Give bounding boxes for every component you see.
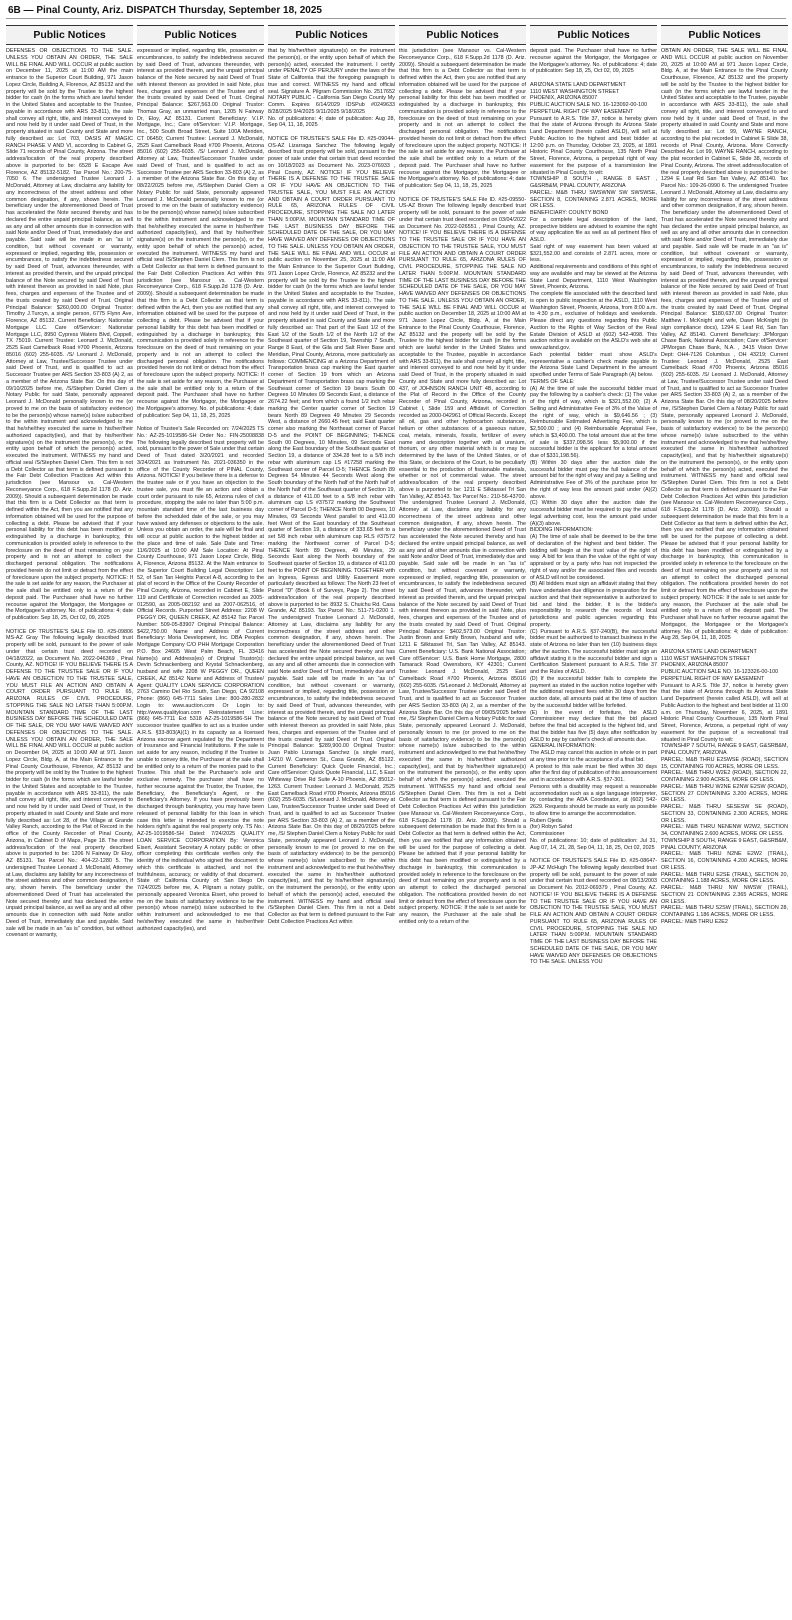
column-5 — [530, 25, 657, 1615]
section-header: Public Notices — [6, 25, 133, 45]
column-2 — [137, 25, 264, 1615]
notice-text: OBTAIN AN ORDER, THE SALE WILL BE FINAL AND WILL OCCUR at public auction on November 20, 2025 at 10:00 AM at 971 Jason Lopez Circle, Bldg. A, at the Main Entrance to the Pinal County Courthouse, Florence, AZ 85132 and the property will be sold by the Trustee to the highest bidder for cash (in the forms which are lawful tender in the United States and acceptable to the Trustee, payable in accordance with ARS 33-811), the sale shall convey all right, title, and interest conveyed to and now held by it under said Deed of Trust, in the property situated in said County and State and more fully described as: Lot 99, WAYNE RANCH, according to the plat recorded in Cabinet E Slide 38, records of Pinal County, Arizona. More Correctly Described As: Lot 99, WAYNE RANCH, according to the plat recorded in Cabinet E, Slide 38, records of Pinal County, Arizona. The street address/location of the real property described above is purported to be: 1294 E Leaf Rd San Tan Valley, AZ 85140. Tax Parcel No.: 109-26-0990 6. The undersigned Trustee Leonard J. McDonald, Attorney at Law, disclaims any liability for any incorrectness of the street address and other common designation, if any, shown herein. The beneficiary under the aforementioned Deed of Trust has accelerated the Note secured thereby and has declared the entire unpaid principal balance, as well as any and all other amounts due in connection with said Note and/or Deed of Trust, immediately due and payable. Said sale will be made in an "as is" condition, but without covenant or warranty, expressed or implied, regarding title, possession or encumbrances, to satisfy the indebtedness secured by said Deed of Trust, advances thereunder, with interest as provided therein, and the unpaid principal balance of the Note secured by said Deed of Trust with interest thereon as provided in said Note, plus fees, charges and expenses of the Trustee and of the trusts created by said Deed of Trust. Original Principal Balance: $180,637.00 Original Trustor: Matthew I. McKnight and wife, Dawn McKnight (to sign compliance docs), 1294 E Leaf Rd, San Tan Valley, AZ 85140. Current Beneficiary: JPMorgan Chase Bank, National Association; Care of/Servicer: JPMorgan Chase Bank, N.A. , 3415 Vision Drive Dept: OH4-7126 Columbus , OH 43219; Current Trustee: Leonard J. McDonald, 2525 East Camelback Road #700 Phoenix, Arizona 85016 (602) 255-6035. /S/ Leonard J. McDonald, Attorney at Law, Trustee/Successor Trustee under said Deed of Trust, and is qualified to act as Successor Trustee per ARS Section 33-803 (A) 2, as a member of the Arizona State Bar. On this day of 08/20/2025 before me, /S/Stephen Daniel Clem a Notary Public for said State, personally appeared Leonard J. McDonald, personally known to me (or proved to me on the basis of satisfactory evidence) to be the person(s) whose name(s) is/are subscribed to the within instrument and acknowledged to me that he/she/they executed the same in his/her/their authorized capacity(ies), and that by his/her/their signature(s) on the instrument the person(s), or the entity upon behalf of which the person(s) acted, executed the instrument. WITNESS my hand and official seal /S/Stephen Daniel Clem. This firm is not a Debt Collector as that term is defined pursuant to the Fair Debt Collection Practices Act within this jurisdiction (see Mansour vs. Cal-Western Reconveyance Corp., 618 F.Supp.2d 1178 (D. Ariz. 2009)). Should a subsequent determination be made that this firm is a Debt Collector as that term is defined within the Act, then you are notified that any information obtained will be used for the purpose of collecting a debt. Please be advised that if your personal liability for this debt has been modified or extinguished by a discharge in bankruptcy, this communication is provided solely in reference to the foreclosure on the deed of trust remaining on your property and is not an attempt to collect the discharged personal obligation. The notifications provided herein do not limit or detract from the effect of foreclosure upon the subject property. NOTICE: If the sale is set aside for any reason, the Purchaser at the sale shall be entitled only to a return of the deposit paid. The Purchaser shall have no further recourse against the Mortgagor, the Mortgagee or the Mortgagee's attorney. No. of publications: 4; date of publication: Aug 28, Sep 04, 11, 18, 2025 ARIZONA STATE LAND DEPARTMENT 1110 WEST WASHINGTON STREET PHOENIX, ARIZONA 85007 PUBLIC AUCTION SALE NO. 16-123326-00-100 PERPETUAL RIGHT OF WAY EASEMENT Pursuant to A.R.S. Title 37, notice is hereby given that the state of Arizona through its Arizona State Land Department (herein called ASLD), will sell at Public Auction to the highest and best bidder at 11:00 a.m. on Thursday, November 6, 2025, at 1891 Historic Pinal County Courthouse, 135 North Pinal Street, Florence, Arizona, a perpetual right of way easement for the purpose of a recreational trail situated in Pinal County to wit: TOWNSHIP 7 SOUTH, RANGE 9 EAST, G&SRB&M, PINAL COUNTY, ARIZONA PARCEL: M&B THRU E2SWSE (ROAD), SECTION 15, CONTAINING 700 ACRES, MORE OR LESS. PARCEL: M&B THRU W2E2 (ROAD), SECTION 22, CONTAINING 2.900 ACRES, MORE OR LESS. PARCEL: M&B THRU W2NE E2NW E2SW (ROAD), SECTION 27 CONTAINING 3.200 ACRES, MORE OR LESS. PARCEL: M&B THRU SESESW SE (ROAD), SECTION 33, CONTAINING 2.300 ACRES, MORE OR LESS. PARCEL: M&B THRU NENENW W2W2, SECTION 34, CONTAINING 2.600 ACRES, MORE OR LESS. TOWNSHIP 8 SOUTH, RANGE 9 EAST, G&SRB&M, PINAL COUNTY, ARIZONA PARCEL: M&B THRU N2NE E2W2 (TRAIL), SECTION 16, CONTAINING 4.200 ACRES, MORE OR LESS. PARCEL: M&B THRU E2SE (TRAIL), SECTION 20, CONTAINING 1.188 ACRES, MORE OR LESS. PARCEL: M&B THRU NW NWSW (TRAIL), SECTION 21 CONTAINING 2.365 ACRES, MORE OR LESS. PARCEL: M&B THRU S2SW (TRAIL), SECTION 28, CONTAINING 1.186 ACRES, MORE OR LESS. PARCEL: M&B THRU E2E2 — [661, 48, 788, 925]
section-header: Public Notices — [661, 25, 788, 45]
notice-columns — [6, 25, 786, 1615]
column-6 — [661, 25, 788, 1615]
notice-text: DEFENSES OR OBJECTIONS TO THE SALE. UNLESS YOU OBTAIN AN ORDER, THE SALE WILL BE FINAL AND WILL OCCUR at public auction on December 11, 2025 at 11:00 AM the main entrance to the Superior Court Building, 971 Jason Lopez Circle, Building A, Florence, AZ 85132 and the property will be sold by the Trustee to the highest bidder for cash (in the forms which are lawful tender in the United States and acceptable to the Trustee, payable in accordance with ARS 33-811), the sale shall convey all right, title, and interest conveyed to and now held by it under said Deed of Trust, in the property situated in said County and State and more fully described as: Lot 703, OASIS AT MAGIC RANCH PHASE V AND VI, according to Cabinet G, Slide 71 records of Pinal County, Arizona. The street address/location of the real property described above is purported to be: 6528 E Escape Ave Florence, AZ 85132-5182. Tax Parcel No.: 200-75-7050 6. The undersigned Trustee Leonard J. McDonald, Attorney at Law, disclaims any liability for any incorrectness of the street address and other common designation, if any, shown herein. The beneficiary under the aforementioned Deed of Trust has accelerated the Note secured thereby and has declared the entire unpaid principal balance, as well as any and all other amounts due in connection with said Note and/or Deed of Trust, immediately due and payable. Said sale will be made in an "as is" condition, but without covenant or warranty, expressed or implied, regarding title, possession or encumbrances, to satisfy the indebtedness secured by said Deed of Trust, advances thereunder, with interest as provided therein, and the unpaid principal balance of the Note secured by said Deed of Trust with interest thereon as provided in said Note, plus fees, charges and expenses of the Trustee and of the trusts created by said Deed of Trust. Original Principal Balance: $260,000.00 Original Trustor: Timothy J.Turcyn, a single person, 6775 Flynn Ave, Florence, AZ 85132. Current Beneficiary: Nationstar Mortgage LLC. Care of/Servicer: Nationstar Mortgage LLC, 8950 Cypress Waters Blvd, Coppell, TX 75019. Current Trustee: Leonard J. McDonald, 2525 East Camelback Road #700 Phoenix, Arizona 85016 (602) 255-6035. /S/ Leonard J. McDonald, Attorney at Law, Trustee/Successor Trustee under said Deed of Trust, and is qualified to act as Successor Trustee per ARS Section 33-803 (A) 2, as a member of the Arizona State Bar. On this day of 09/10/2025 before me, /S/Stephen Daniel Clem a Notary Public for said State, personally appeared Leonard J. McDonald personally known to me (or proved to me on the basis of satisfactory evidence) to be the person(s) whose name(s) is/are subscribed to the within instrument and acknowledged to me that he/she/they executed the same in his/her/their authorized capacity(ies), and that by his/her/their signature(s) on the instrument the person(s), or the entity upon behalf of which the person(s) acted, executed the instrument. WITNESS my hand and official seal /S/Stephen Daniel Clem. This firm is not a Debt Collector as that term is defined pursuant to the Fair Debt Collection Practices Act within this jurisdiction (see Mansour vs. Cal-Western Reconveyance Corp., 618 F.Supp.2d 1178 (D. Ariz. 2009)). Should a subsequent determination be made that this firm is a Debt Collector as that term is defined within the Act, then you are notified that any information obtained will be used for the purpose of collecting a debt. Please be advised that if your personal liability for this debt has been modified or extinguished by a discharge in bankruptcy, this communication is provided solely in reference to the foreclosure on the deed of trust remaining on your property and is not an attempt to collect the discharged personal obligation. The notifications provided herein do not limit or detract from the effect of foreclosure upon the subject property. NOTICE: If the sale is set aside for any reason, the Purchaser at the sale shall be entitled only to a return of the deposit paid. The Purchaser shall have no further recourse against the Mortgagor, the Mortgagee or the Mortgagee's attorney. No. of publications: 4; date of publication: Sep 18, 25, Oct 02, 09, 2025 NOTICE OF TRUSTEE'S SALE File ID. #25-09806 MS-AZ Gray The following legally described trust property will be sold, pursuant to the power of sale under that certain trust deed recorded on 04/18/2022, as Document No. 2022-046369 , Pinal County, AZ. NOTICE! IF YOU BELIEVE THERE IS A DEFENSE TO THE TRUSTEE SALE OR IF YOU HAVE AN OBJECTION TO THE TRUSTEE SALE, YOU MUST FILE AN ACTION AND OBTAIN A COURT ORDER PURSUANT TO RULE 65, ARIZONA RULES OF CIVIL PROCEDURE, STOPPING THE SALE NO LATER THAN 5:00P.M. MOUNTAIN STANDARD TIME OF THE LAST BUSINESS DAY BEFORE THE SCHEDULED DATE OF THE SALE, OR YOU MAY HAVE WAIVED ANY DEFENSES OR OBJECTIONS TO THE SALE. UNLESS YOU OBTAIN AN ORDER, THE SALE WILL BE FINAL AND WILL OCCUR at public auction on December 04, 2025 at 10:00 AM at 971 Jason Lopez Circle, Bldg. A, at the Main Entrance to the Pinal County Courthouse, Florence, AZ 85132 and the property will be sold by the Trustee to the highest bidder for cash (in the forms which are lawful tender in the United States and acceptable to the Trustee, payable in accordance with ARS 33-811), the sale shall convey all right, title, and interest conveyed to and now held by it under said Deed of Trust, in the property situated in said County and State and more fully described as: Lot 28, of the Village at Grande Valley Ranch, according to the Plat of Record in the office of the County Recorder of Pinal County, Arizona, in Cabinet D of Maps, Page 18. The street address/location of the real property described above is purported to be: 1206 N Fairway Dr Eloy, AZ 85131. Tax Parcel No.: 404-22-1280 5. The undersigned Trustee Leonard J. McDonald, Attorney at Law, disclaims any liability for any incorrectness of the street address and other common designation, if any, shown herein. The beneficiary under the aforementioned Deed of Trust has accelerated the Note secured thereby and has declared the entire unpaid principal balance, as well as any and all other amounts due in connection with said Note and/or Deed of Trust, immediately due and payable. Said sale will be made in an "as is" condition, but without covenant or warranty, — [6, 48, 133, 939]
section-header: Public Notices — [399, 25, 526, 45]
section-header: Public Notices — [137, 25, 264, 45]
notice-text: expressed or implied, regarding title, possession or encumbrances, to satisfy the indebtedness secured by said Deed of Trust, advances thereunder, with interest as provided therein, and the unpaid principal balance of the Note secured by said Deed of Trust with interest thereon as provided in said Note, plus fees, charges and expenses of the Trustee and of the trusts created by said Deed of Trust. Original Principal Balance: $267,563.00 Original Trustor: Thomas Gray, an unmarried man, 1205 N Fairway Dr, Eloy, AZ 85131. Current Beneficiary: V.I.P. Mortgage, Inc.; Care of/Servicer: V.I.P. Mortgage, Inc., 500 South Broad Street, Suite 100A Meriden, CT 06450; Current Trustee: Leonard J. McDonald, 2525 East Camelback Road #700 Phoenix, Arizona 85016 (602) 255-6035. /S/ Leonard J. McDonald, Attorney at Law, Trustee/Successor Trustee under said Deed of Trust, and is qualified to act as Successor Trustee per ARS Section 33-803 (A) 2, as a member of the Arizona State Bar. On this day of 08/22/2025 before me, /S/Stephen Daniel Clem a Notary Public for said State, personally appeared Leonard J. McDonald personally known to me (or proved to me on the basis of satisfactory evidence) to be the person(s) whose name(s) is/are subscribed to the within instrument and acknowledged to me that he/she/they executed the same in his/her/their authorized capacity(ies), and that by his/her/their signature(s) on the instrument the person(s), or the entity upon behalf of which the person(s) acted, executed the instrument. WITNESS my hand and official seal /S/Stephen Daniel Clem. This firm is not a Debt Collector as that term is defined pursuant to the Fair Debt Collection Practices Act within this jurisdiction (see Mansour vs. Cal-Western Reconveyance Corp., 618 F.Supp.2d 1178 (D. Ariz. 2009)). Should a subsequent determination be made that this firm is a Debt Collector as that term is defined within the Act, then you are notified that any information obtained will be used for the purpose of collecting a debt. Please be advised that if your personal liability for this debt has been modified or extinguished by a discharge in bankruptcy, this communication is provided solely in reference to the foreclosure on the deed of trust remaining on your property and is not an attempt to collect the discharged personal obligation. The notifications provided herein do not limit or detract from the effect of foreclosure upon the subject property. NOTICE: If the sale is set aside for any reason, the Purchaser at the sale shall be entitled only to a return of the deposit paid. The Purchaser shall have no further recourse against the Mortgagor, the Mortgagee or the Mortgagee's attorney. No. of publications: 4; date of publication: Sep 04, 11, 18, 25, 2025 Notice of Trustee's Sale Recorded on: 7/24/2025 TS No.: AZ-25-1019586-SH Order No.: FIN-25008838 The following legally described trust property will be sold, pursuant to the power of Sale under that certain Deed of Trust dated 3/20/2021 and recorded 3/24/2021 as Instrument No. 2021-036350 in the office of the County Recorder of PINAL County, Arizona. NOTICE! If you believe there is a defense to the trustee sale or if you have an objection to the trustee sale, you must file an action and obtain a court order pursuant to rule 65, Arizona rules of civil procedure, stopping the sale no later than 5:00 p.m. mountain standard time of the last business day before the scheduled date of the sale, or you may have waived any defenses or objections to the sale. Unless you obtain an order, the sale will be final and will occur at public auction to the highest bidder at the place and time of sale. Sale Date and Time: 11/6/2025 at 10:00 AM Sale Location: At Pinal County Courthouse, 971 Jason Lopez Circle, Bldg. A, Florence, Arizona 85132. At the Main entrance to the Superior Court Building Legal Description: Lot 52, of San Tan Heights Parcel A-8, according to the plat of record in the Office of the County Recorder of Pinal County, Arizona, recorded in Cabinet E, Slide 119 and Certificate of Correction recorded as 2005-012590, as 2005-082192 and as 2007-062516, of Official Records. Purported Street Address: 2208 W PEGGY DR, QUEEN CREEK, AZ 85142 Tax Parcel Number: 509-05-83907 Original Principal Balance: $422,750.00 Name and Address of Current Beneficiary: Moria Development, Inc. DBA Peoples Mortgage Company C/O PHH Mortgage Corporation P.O. Box 24605 West Palm Beach, FL 33416 Name(s) and Address(es) of Original Trustor(s): Devin Schnackenberg and Krystal Schnackenberg, husband and wife 2208 W PEGGY DR., QUEEN CREEK, AZ 85142 Name and Address of Trustee/ Agent: QUALITY LOAN SERVICE CORPORATION 2763 Camino Del Rio South, San Diego, CA 92108 Phone: (866) 645-7711 Sales Line: 800-280-2832 Login to: www.auction.com Or Login to: http://www.qualityloan.com Reinstatement Line: (866) 645-7711 Ext 5318 AZ-25-1019586-SH The successor trustee qualifies to act as a trustee under A.R.S. §33-803(A)(1) in its capacity as a licensed Arizona escrow agent regulated by the Department of Insurance and Financial Institutions. If the sale is set aside for any reason, including if the Trustee is unable to convey title, the Purchaser at the sale shall be entitled only to a return of the monies paid to the Trustee. This shall be the Purchaser's sole and exclusive remedy. The purchaser shall have no further recourse against the Trustor, the Trustee, the Beneficiary, the Beneficiary's Agent, or the Beneficiary's Attorney. If you have previously been discharged through bankruptcy, you may have been released of personal liability for this loan in which case this letter is intended to exercise the note holders right's against the real property only. TS No.: AZ-25-1019586-SH Dated: 7/24/2025 QUALITY LOAN SERVICE CORPORATION By: Veronica Eisert, Assistant Secretary A notary public or other officer completing this certificate verifies only the identity of the individual who signed the document to which this certificate is attached, and not the truthfulness, accuracy, or validity of that document. State of: California County of: San Diego On 7/24/2025 before me, A. Pilgram a notary public, personally appeared Veronica Eisert, who proved to me on the basis of satisfactory evidence to be the person(s) whose name(s) is/are subscribed to the within instrument and acknowledged to me that he/she/they executed the same in his/her/their authorized capacity(ies), and — [137, 48, 264, 932]
column-4 — [399, 25, 526, 1615]
notice-text: that by his/her/their signature(s) on the instrument the person(s), or the entity upon behalf of which the person(s) acted, executed the instrument. I certify under PENALTY OF PERJURY under the laws of the State of California that the foregoing paragraph is true and correct. WITNESS my hand and official seal. Signature A. Pilgram Commission No. 2517652 NOTARY PUBLIC - California San Diego County My Comm. Expires 6/14/2029 IDSPub #0249633 8/28/2025 9/4/2025 9/11/2025 9/18/2025 No. of publications: 4; date of publication: Aug 28, Sep 04, 11, 18, 2025 NOTICE OF TRUSTEE'S SALE File ID. #25-09044-OS-AZ Lizarraga Sanchez The following legally described trust property will be sold, pursuant to the power of sale under that certain trust deed recorded on 10/18/2023 as Document No. 2023-076933 , Pinal County, AZ. NOTICE! IF YOU BELIEVE THERE IS A DEFENSE TO THE TRUSTEE SALE OR IF YOU HAVE AN OBJECTION TO THE TRUSTEE SALE, YOU MUST FILE AN ACTION AND OBTAIN A COURT ORDER PURSUANT TO RULE 65, ARIZONA RULES OF CIVIL PROCEDURE, STOPPING THE SALE NO LATER THAN 5:00P.M. MOUNTAIN STANDARD TIME OF THE LAST BUSINESS DAY BEFORE THE SCHEDULED DATE OF THE SALE, OR YOU MAY HAVE WAIVED ANY DEFENSES OR OBJECTIONS TO THE SALE. UNLESS YOU OBTAIN AN ORDER, THE SALE WILL BE FINAL AND WILL OCCUR at public auction on November 25, 2025 at 11:00 AM the Main Entrance to the Superior Court Building, 971 Jason Lopez Circle, Florence, AZ 85232 and the property will be sold by the Trustee to the highest bidder for cash (in the forms which are lawful tender in the United States and acceptable to the Trustee, payable in accordance with ARS 33-811). The sale shall convey all right, title, and interest conveyed to and now held by it under said Deed of Trust, in the property situated in said County and State and more fully described as: That part of the East 1/2 of the East 1/2 of the South 1/2 of the North 1/2 of the Southeast quarter of Section 19, Township 7 South, Range 8 East, of the Gila and Salt River Base and Meridian, Pinal County, Arizona, more particularly as follows: COMMENCING at a Arizona Department of Transportation brass cap marking the East quarter corner of Section 19 from which an Arizona Department of Transportation brass cap marking the Southeast corner of Section 19 bears South 00 Degrees 10 Minutes 09 Seconds East, a distance of 2674.22 feet; and from which a found 1/2 inch rebar marking the Center quarter corner of Section 19 bears North 89 Degrees 49 Minutes 29 Seconds West, a distance of 2660.45 feet; said East quarter corner also marking the Northeast corner of Parcel D-5 and the POINT OF BEGINNING; THENCE South 00 Degrees, 10 Minutes, 09 Seconds East along the East boundary of the Southeast quarter of Section 19, a distance of 334.28 feet to a 5/8 inch rebar with aluminum cap LS #17258 marking the Southeast corner of Parcel D-5; THENCE South 89 Degrees 54 Minutes 44 Seconds West along the South boundary of the North half of the North half of the North half of the Southeast quarter of Section 19, a distance of 411.00 feet to a 5/8 inch rebar with aluminum cap LS #37572 marking the Southwest corner of Parcel D-5; THENCE North 00 Degrees, 10 Minutes, 09 Seconds West parallel to and 411.00 feet West of the East boundary of the Southeast quarter of Section 19, a distance of 333.65 feet to a set 5/8 inch rebar with aluminum cap RLS #37572 marking the Northwest corner of Parcel D-5; THENCE North 89 Degrees, 49 Minutes, 29 Seconds East along the North boundary of the Southeast quarter of Section 19, a distance of 411.00 feet to the POINT OF BEGINNING. TOGETHER with an Ingress, Egress and Utility Easement more particularly described as follows: The North 23 feet of Parcel "D" (Book 6 of Surveys, Page 2). The street address/location of the real property described above is purported to be: 8932 S. Chuichu Rd. Casa Grande, AZ 85193. Tax Parcel No.: 511-71-0200 1. The undersigned Trustee Leonard J. McDonald, Attorney at Law, disclaims any liability for any incorrectness of the street address and other common designation, if any, shown herein. The beneficiary under the aforementioned Deed of Trust has accelerated the Note secured thereby and has declared the entire unpaid principal balance, as well as any and all other amounts due in connection with said Note and/or Deed of Trust, immediately due and payable. Said sale will be made in an "as is" condition, but without covenant or warranty, expressed or implied, regarding title, possession or encumbrances, to satisfy the indebtedness secured by said Deed of Trust, advances thereunder, with interest as provided therein, and the unpaid principal balance of the Note secured by said Deed of Trust with interest thereon as provided in said Note, plus fees, charges and expenses of the Trustee and of the trusts created by said Deed of Trust. Original Principal Balance: $289,900.00 Original Trustor: Juan Pablo Lizarraga Sanchez (a single man), 14210 W. Cameron St., Casa Grande, AZ 85122. Current Beneficiary: Quick Quote Financial, Inc.; Care of/Servicer: Quick Quote Financial, LLC, 5 East Whiteway Drive Rd Suite A-10 Phoenix, AZ 85012-1263. Current Trustee: Leonard J. McDonald, 2525 East Camelback Road #700 Phoenix, Arizona 85016 (602) 255-6035. /S/Leonard J. McDonald, Attorney at Law, Trustee/Successor Trustee under said Deed of Trust, and is qualified to act as Successor Trustee per ARS Section 33-803 (A) 2, as a member of the Arizona State Bar. On this day of 08/20/2025 before me, /S/ Stephen Daniel Clem a Notary Public for said State, personally appeared Leonard J. McDonald, personally known to me (or proved to me on the basis of satisfactory evidence) to be the person(s) whose name(s) is/are subscribed to the within instrument and acknowledged to me that he/she/they executed the same in his/her/their authorized capacity(ies), and that by his/her/their signature(s) on the instrument the person(s), or the entity upon behalf of which the person(s) acted, executed the instrument. WITNESS my hand and official seal /S/Stephen Daniel Clem. This firm is not a Debt Collector as that term is defined pursuant to the Fair Debt Collection Practices Act within — [268, 48, 395, 925]
section-header: Public Notices — [530, 25, 657, 45]
section-header: Public Notices — [268, 25, 395, 45]
notice-text: this jurisdiction (see Mansour vs. Cal-Western Reconveyance Corp., 618 F.Supp.2d 1178 (D. Ariz. 2009)). Should a subsequent determination be made that this firm is a Debt Collector as that term is defined within the Act, then you are notified that any information obtained will be used for the purpose of collecting a debt. Please be advised that if your personal liability for this debt has been modified or extinguished by a discharge in bankruptcy, this communication is provided solely in reference to the foreclosure on the deed of trust remaining on your property and is not an attempt to collect the discharged personal obligation. The notifications provided herein do not limit or detract from the effect of foreclosure upon the subject property. NOTICE: If the sale is set aside for any reason, the Purchaser at the sale shall be entitled only to a return of the deposit paid. The Purchaser shall have no further recourse against the Mortgagor, the Mortgagee or the Mortgagee's attorney. No. of publications: 4; date of publication: Sep 04, 11, 18, 25, 2025 NOTICE OF TRUSTEE'S SALE File ID. #25-09550-US-AZ Brown The following legally described trust property will be sold, pursuant to the power of sale under that certain trust deed recorded on 03/04/2022 as Document No. 2022-026551 , Pinal County, AZ. NOTICE! IF YOU BELIEVE THERE IS A DEFENSE TO THE TRUSTEE SALE OR IF YOU HAVE AN OBJECTION TO THE TRUSTEE SALE, YOU MUST FILE AN ACTION AND OBTAIN A COURT ORDER PURSUANT TO RULE 65, ARIZONA RULES OF CIVIL PROCEDURE, STOPPING THE SALE NO LATER THAN 5:00P.M. MOUNTAIN STANDARD TIME OF THE LAST BUSINESS DAY BEFORE THE SCHEDULED DATE OF THE SALE, OR YOU MAY HAVE WAIVED ANY DEFENSES OR OBJECTIONS TO THE SALE. UNLESS YOU OBTAIN AN ORDER, THE SALE WILL BE FINAL AND WILL OCCUR at public auction on December 18, 2025 at 10:00 AM at 971 Jason Lopez Circle, Bldg. A, at the Main Entrance to the Pinal County Courthouse, Florence, AZ 85132 and the property will be sold by the Trustee to the highest bidder for cash (in the forms which are lawful tender in the United States and acceptable to the Trustee, payable in accordance with ARS 33-811), the sale shall convey all right, title, and interest conveyed to and now held by it under said Deed of Trust, in the property situated in said County and State and more fully described as: Lot 437, of JOHNSON RANCH UNIT 4B, according to the Plat of Record in the Office of the County Recorder of Pinal County, Arizona, recorded in Cabinet I, Slide 159 and Affidavit of Correction recorded as 2000-042961 of Official Records. Except all oil, gas and other hydrocarbon substances, helium or other substances of a gaseous nature, coal, metals, minerals, fossils, fertilizer of every name and description together with all uranium, thorium, or any other material which is or may be determined by the laws of the United States, or of this State, or decisions of the Court, to be peculiarly essential to the production of fissionable materials, whether or not of commercial value. The street address/location of the real property described above is purported to be: 1211 E Silktassel Trl San Tan Valley, AZ 85143. Tax Parcel No.: 210-56-43700. The undersigned Trustee Leonard J. McDonald, Attorney at Law, disclaims any liability for any incorrectness of the street address and other common designation, if any, shown herein. The beneficiary under the aforementioned Deed of Trust has accelerated the Note secured thereby and has declared the entire unpaid principal balance, as well as any and all other amounts due in connection with said Note and/or Deed of Trust, immediately due and payable. Said sale will be made in an "as is" condition, but without covenant or warranty, expressed or implied, regarding title, possession or encumbrances, to satisfy the indebtedness secured by said Deed of Trust, advances thereunder, with interest as provided therein, and the unpaid principal balance of the Note secured by said Deed of Trust with interest thereon as provided in said Note, plus fees, charges and expenses of the Trustee and of the trusts created by said Deed of Trust. Original Principal Balance: $402,573.00 Original Trustor: Justin Brown and Emily Brown, husband and wife, 1211 E Silktassel Trl, San Tan Valley, AZ 85143. Current Beneficiary: U.S. Bank National Association; Care of/Servicer: U.S. Bank Home Mortgage, 2800 Tamarack Road Owensboro, KY 42301; Current Trustee: Leonard J. McDonald, 2525 East Camelback Road #700 Phoenix, Arizona 85016 (602) 255-6035. /S/Leonard J. McDonald, Attorney at Law, Trustee/Successor Trustee under said Deed of Trust, and is qualified to act as Successor Trustee per ARS Section 33-803 (A) 2, as a member of the Arizona State Bar. On this day of 09/05/2025 before me, /S/ Stephen Daniel Clem a Notary Public for said State, personally appeared Leonard J. McDonald, personally known to me (or proved to me on the basis of satisfactory evidence) to be the person(s) whose name(s) is/are subscribed to the within instrument and acknowledged to me that he/she/they executed the same in his/her/their authorized capacity(ies), and that by his/her/their signature(s) on the instrument the person(s), or the entity upon behalf of which the person(s) acted, executed the instrument. WITNESS my hand and official seal /S/Stephen Daniel Clem. This firm is not a Debt Collector as that term is defined pursuant to the Fair Debt Collection Practices Act within this jurisdiction (see Mansour vs. Cal-Western Reconveyance Corp., 618 F.Supp.2d 1178 (D. Ariz. 2009)). Should a subsequent determination be made that this firm is a Debt Collector as that term is defined within the Act, then you are notified that any information obtained will be used for the purpose of collecting a debt. Please be advised that if your personal liability for this debt has been modified or extinguished by a discharge in bankruptcy, this communication is provided solely in reference to the foreclosure on the deed of trust remaining on your property and is not an attempt to collect the discharged personal obligation. The notifications provided herein do not limit or detract from the effect of foreclosure upon the subject property. NOTICE: If the sale is set aside for any reason, the Purchaser at the sale shall be entitled only to a return of the — [399, 48, 526, 925]
column-1 — [6, 25, 133, 1615]
notice-text: deposit paid. The Purchaser shall have no further recourse against the Mortgagor, the Mortgagee or the Mortgagee's attorney. No. of publications: 4; date of publication: Sep 18, 25, Oct 02, 09, 2025 ARIZONA STATE LAND DEPARTMENT 1110 WEST WASHINGTON STREET PHOENIX, ARIZONA 85007 PUBLIC AUCTION SALE NO. 16-123092-00-100 PERPETUAL RIGHT OF WAY EASEMENT Pursuant to A.R.S. Title 37, notice is hereby given that the state of Arizona through its Arizona State Land Department (herein called ASLD), will sell at Public Auction to the highest and best bidder at 12:00 p.m. on Thursday, October 23, 2025, at 1891 Historic Pinal County Courthouse, 135 North Pinal Street, Florence, Arizona, a perpetual right of way easement for the purpose of a transmission line situated in Pinal County, to wit: TOWNSHIP 8 SOUTH , RANGE 8 EAST , G&SRB&M, PINAL COUNTY, ARIZONA PARCEL: M&B THRU SWSWNW SW SWSWSE, SECTION 8, CONTAINING 2.871 ACRES, MORE OR LESS. BENEFICIARY: COUNTY BOND For a complete legal description of the land, prospective bidders are advised to examine the right of way application file as well as all pertinent files of ASLD. Said right of way easement has been valued at $321,552.00 and consists of 2.871 acres, more or less. Additional requirements and conditions of this right of way are available and may be viewed at the Arizona State Land Department, 1110 West Washington Street, Phoenix, Arizona. The complete file associated with the described land is open to public inspection at the ASLD, 1110 West Washington Street, Phoenix, Arizona, from 8:00 a.m. to 4:30 p.m., exclusive of holidays and weekends. Please direct any questions regarding this Public Auction to the Rights of Way Section of the Real Estate Division of ASLD at (602) 542-4098. This auction notice is available on the ASLD's web site at www.azland.gov. Each potential bidder must show ASLD's representative a cashier's check made payable to the Arizona State Land Department in the amount specified under Terms of Sale Paragraph (A) below. TERMS OF SALE: (A) At the time of sale the successful bidder must pay the following by a cashier's check: (1) The value of the right of way, which is $321,552.00; (2) A Selling and Administrative Fee of 3% of the Value of the right of way, which is $9,646.56 ; (3) Reimbursable Estimated Advertising Fee, which is $2,500.00 ; and (4) Reimbursable Appraisal Fee, which is $3,400.00. The total amount due at the time of sale is $337,098.56 less $5,900.00 if the successful bidder is the applicant for a total amount due of $331,198.56). (B) Within 30 days after the auction date the successful bidder must pay the full balance of the amount bid for the right of way and pay a Selling and Administrative Fee of 3% of the purchase price for the right of way less the amount paid under (A)(2) above. (C) Within 30 days after the auction date the successful bidder must be required to pay the actual legal advertising cost, less the amount paid under (A)(3) above. BIDDING INFORMATION: (A) The time of sale shall be deemed to be the time of declaration of the highest and best bidder. The bidding will begin at the trust value of the right of way. A bid for less than the value of the right of way appraised or by a party who has not inspected the right of way and/or the associated files and records of ASLD will not be considered. (B) All bidders must sign an affidavit stating that they have undertaken due diligence in preparation for the auction and that their representative is authorized to bid and bind the bidder. It is the bidder's responsibility to research the records of local jurisdictions and public agencies regarding this property. (C) Pursuant to A.R.S. §37-240(B), the successful bidder must be authorized to transact business in the state of Arizona no later than ten (10) business days after the auction. The successful bidder must sign an affidavit stating it is the successful bidder and sign a Certification Statement pursuant to A.R.S. Title 37 and the Rules of ASLD. (D) If the successful bidder fails to complete the payment as stated in the auction notice together with the additional required fees within 30 days from the auction date, all amounts paid at the time of auction by the successful bidder will be forfeited. (E) In the event of forfeiture, the ASLD Commissioner may declare that the bid placed before the final bid accepted is the highest bid, and that the bidder has five (5) days after notification by ASLD to pay by cashier's check all amounts due. GENERAL INFORMATION: The ASLD may cancel this auction in whole or in part at any time prior to the acceptance of a final bid. A protest to this sale must be filed within 30 days after the first day of publication of this announcement and in accordance with A.R.S. §37-301. Persons with a disability may request a reasonable accommodation such as a sign language interpreter, by contacting the ADA Coordinator, at (602) 542-2629. Requests should be made as early as possible to allow time to arrange the accommodation. Ruben Ojeda (for) Robyn Sahid Commissioner No. of publications: 10; date of publication: Jul 31, Aug 07, 14, 21, 28, Sep 04, 11, 18, 25, Oct 02, 2025 NOTICE OF TRUSTEE'S SALE File ID. #25-08647-JP-AZ McHugh The following legally described trust property will be sold, pursuant to the power of sale under that certain trust deed recorded on 08/13/2003 as Document No. 2012-069379 , Pinal County, AZ. NOTICE! IF YOU BELIEVE THERE IS A DEFENSE TO THE TRUSTEE SALE OR IF YOU HAVE AN OBJECTION TO THE TRUSTEE SALE, YOU MUST FILE AN ACTION AND OBTAIN A COURT ORDER PURSUANT TO RULE 65, ARIZONA RULES OF CIVIL PROCEDURE, STOPPING THE SALE NO LATER THAN 5:00P.M. MOUNTAIN STANDARD TIME OF THE LAST BUSINESS DAY BEFORE THE SCHEDULED DATE OF THE SALE, OR YOU MAY HAVE WAIVED ANY DEFENSES OR OBJECTIONS TO THE SALE. UNLESS YOU — [530, 48, 657, 966]
page-folio: 6B — Pinal County, Ariz. DISPATCH Thursday, September 18, 2025 — [6, 4, 786, 19]
column-3 — [268, 25, 395, 1615]
